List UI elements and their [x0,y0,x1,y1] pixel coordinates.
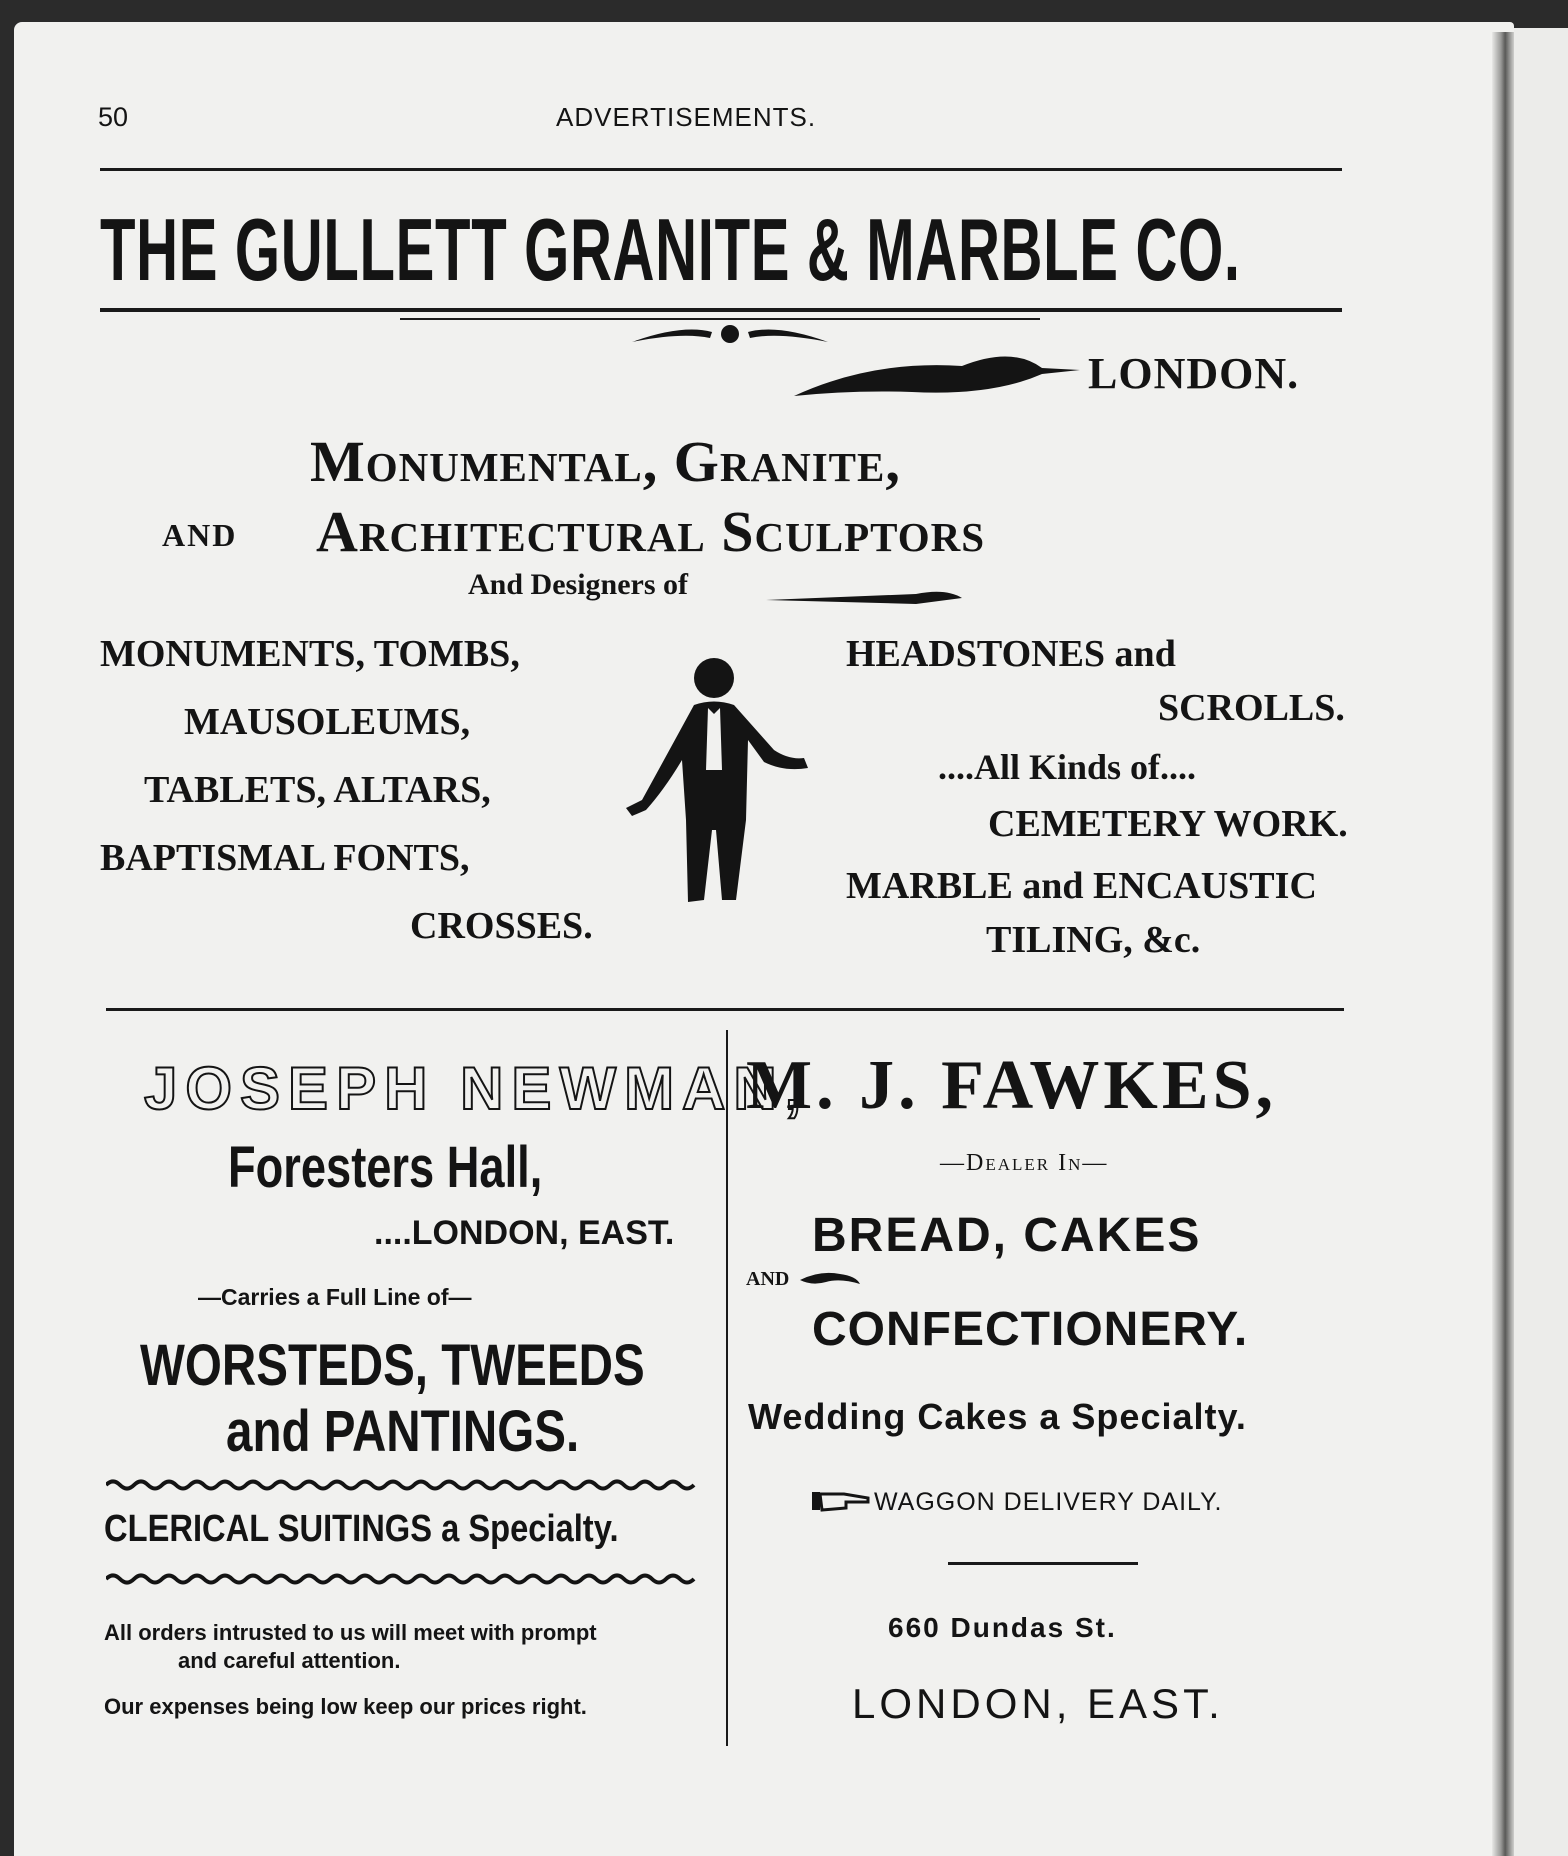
newman-note-1: All orders intrusted to us will meet with prompt [104,1620,597,1645]
fawkes-goods-2: CONFECTIONERY. [812,1303,1249,1356]
right-item-2: SCROLLS. [1158,687,1345,729]
newman-note-3: Our expenses being low keep our prices right. [104,1694,587,1719]
newman-carries: —Carries a Full Line of— [198,1284,472,1310]
header-rule [100,168,1342,171]
wavy-rule-top [106,1478,702,1492]
fawkes-goods-1: BREAD, CAKES [812,1209,1202,1262]
newman-goods-1-box [140,1332,700,1402]
fawkes-dealer: —Dealer In— [940,1150,1109,1176]
wavy-rule-bottom [106,1572,702,1586]
gullett-company-name: THE GULLETT GRANITE & MARBLE CO. [100,205,1241,295]
swash-ornament-icon [792,346,1082,402]
fawkes-delivery: WAGGON DELIVERY DAILY. [874,1488,1223,1516]
newman-hall: Foresters Hall, [228,1135,543,1200]
fawkes-name: M. J. FAWKES, [746,1047,1277,1124]
gullett-city: LONDON. [1088,349,1300,398]
sculptor-line-2: Architectural Sculptors [316,499,986,564]
pointing-hand-icon [810,1488,872,1514]
facing-page-edge [1514,28,1568,1856]
title-rule [100,308,1342,312]
fawkes-address: 660 Dundas St. [888,1612,1117,1643]
newman-hall-box [228,1134,648,1204]
newman-specialty-box [104,1508,704,1556]
newman-goods-2: and PANTINGS. [226,1399,580,1464]
fawkes-swash-icon [800,1270,862,1288]
newman-goods-1: WORSTEDS, TWEEDS [140,1333,645,1398]
right-item-3: ....All Kinds of.... [938,747,1197,787]
designers-of: And Designers of [468,568,689,601]
fawkes-short-rule [948,1562,1138,1565]
left-item-2: MAUSOLEUMS, [184,701,471,743]
left-item-4: BAPTISMAL FONTS, [100,837,470,879]
sculptor-line-2-and: and [162,505,238,556]
newman-name: JOSEPH NEWMAN, [144,1055,810,1122]
right-item-4: CEMETERY WORK. [988,803,1348,845]
right-item-1: HEADSTONES and [846,633,1176,675]
page-number: 50 [98,102,129,132]
fawkes-city: LONDON, EAST. [852,1680,1224,1727]
left-item-3: TABLETS, ALTARS, [144,769,491,811]
right-item-6: TILING, &c. [986,919,1201,961]
newman-goods-2-box [226,1398,646,1468]
newman-note-2: and careful attention. [178,1648,401,1673]
section-title: ADVERTISEMENTS. [556,102,817,132]
column-divider [726,1030,728,1746]
left-item-5: CROSSES. [410,905,593,947]
newman-location: ....LONDON, EAST. [374,1214,675,1252]
fawkes-specialty: Wedding Cakes a Specialty. [748,1396,1247,1437]
sculptor-line-1: Monumental, Granite, [310,429,901,494]
fawkes-and: AND [746,1268,790,1290]
right-item-5: MARBLE and ENCAUSTIC [846,865,1317,907]
left-item-1: MONUMENTS, TOMBS, [100,633,520,675]
section-divider [106,1008,1344,1011]
book-spine [1492,32,1514,1856]
gentleman-figure-icon [624,650,814,910]
newman-specialty: CLERICAL SUITINGS a Specialty. [104,1508,619,1550]
designers-swash-icon [766,586,964,606]
gullett-ad-title-box [100,205,1342,295]
